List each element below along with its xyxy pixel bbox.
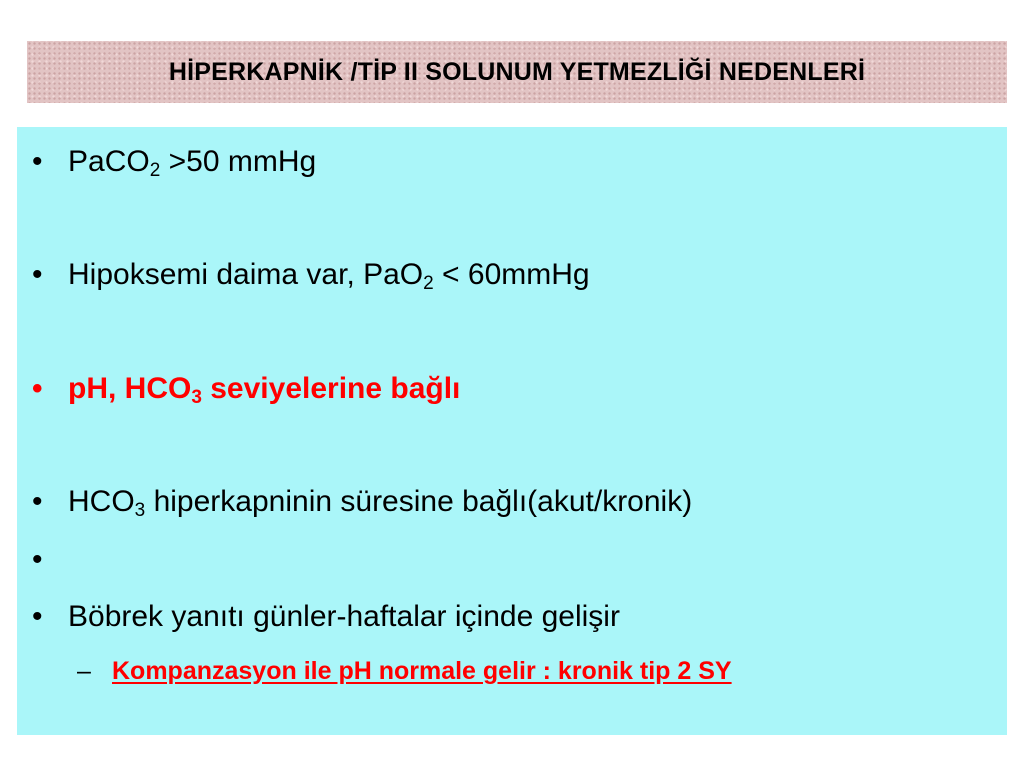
bullet-dot: • (32, 258, 43, 291)
bullet-text: HCO (68, 485, 135, 518)
bullet-text: pH, HCO (68, 372, 192, 405)
bullet-item-ph-hco3 (32, 372, 460, 406)
bullet-text-cont: seviyelerine bağlı (201, 372, 461, 405)
bullet-item-paco2 (32, 145, 316, 179)
bullet-dot: • (32, 600, 43, 633)
bullet-text: Böbrek yanıtı günler-haftalar içinde gelişir (68, 600, 620, 633)
sub-bullet-dash: – (77, 657, 91, 685)
subscript: 3 (134, 500, 146, 521)
subscript: 2 (149, 160, 161, 181)
title-banner (27, 41, 1007, 103)
bullet-item-empty (32, 543, 68, 577)
bullet-text-cont: < 60mmHg (433, 258, 590, 291)
subscript: 2 (423, 273, 434, 294)
bullet-item-bobrek (32, 600, 620, 634)
bullet-dot: • (32, 485, 43, 518)
bullet-text-cont: >50 mmHg (160, 145, 317, 178)
bullet-text: Hipoksemi daima var, PaO (68, 258, 424, 291)
sub-bullet-kompanzasyon (77, 656, 732, 686)
sub-bullet-text: Kompanzasyon ile pH normale gelir : kronik tip 2 SY (112, 657, 732, 685)
bullet-text: PaCO (68, 145, 150, 178)
bullet-item-hipoksemi (32, 258, 590, 292)
bullet-dot: • (32, 543, 43, 576)
bullet-dot: • (32, 372, 43, 405)
slide-title: HİPERKAPNİK /TİP II SOLUNUM YETMEZLİĞİ NEDENLERİ (168, 57, 866, 86)
bullet-dot: • (32, 145, 43, 178)
bullet-item-hco3-sure (32, 485, 692, 519)
subscript: 3 (191, 387, 202, 408)
content-box (17, 127, 1007, 735)
bullet-text-cont: hiperkapninin süresine bağlı(akut/kronik) (145, 485, 693, 518)
